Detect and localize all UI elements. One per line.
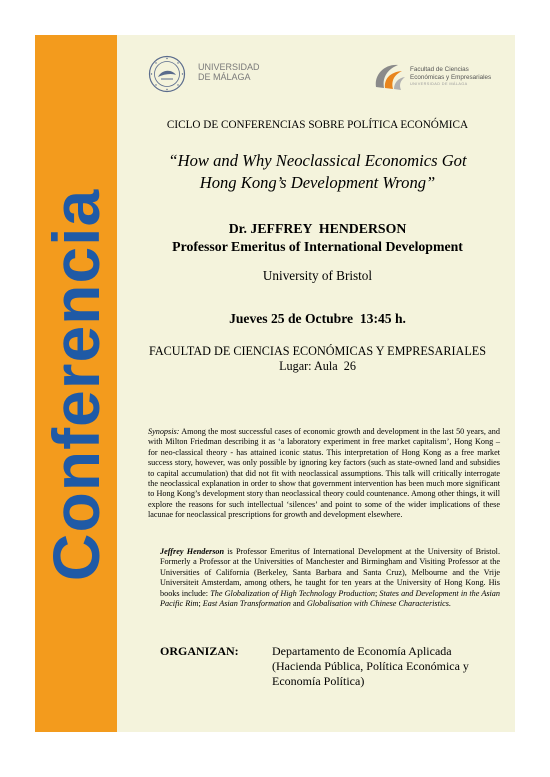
venue-block [135,344,500,374]
university-seal-icon [148,55,186,93]
speaker-name: Dr. JEFFREY HENDERSON [228,221,407,236]
venue-room: Lugar: Aula 26 [279,359,356,373]
book-title: Globalisation with Chinese Characteristics. [306,599,452,609]
university-name: UNIVERSIDAD DE MÁLAGA [198,62,260,82]
synopsis [148,427,500,521]
organizers-label: ORGANIZAN: [160,644,239,658]
speaker-university: University of Bristol [262,268,373,283]
faculty-name: Facultad de Ciencias Económicas y Empresariales UNIVERSIDAD DE MÁLAGA [410,66,492,86]
talk-title: “How and Why Neoclassical Economics Got Hong Kong’s Development Wrong” [168,151,467,192]
speaker-position: Professor Emeritus of International Development [172,239,463,254]
book-title: States and Development in the Asian Pacific Rim [160,588,500,609]
faculty-logo-icon [372,61,406,91]
book-title: The Globalization of High Technology Production [210,588,375,598]
book-title: East Asian Transformation [202,599,291,609]
speaker-block [135,220,500,256]
series-title: CICLO DE CONFERENCIAS SOBRE POLÍTICA ECONÓMICA [166,119,469,131]
organizers-value: Departamento de Economía Aplicada (Hacienda Pública, Política Económica y Economía Política) [272,644,469,688]
synopsis-label: Synopsis: [148,427,180,436]
venue-faculty: FACULTAD DE CIENCIAS ECONÓMICAS Y EMPRESARIALES [148,344,487,358]
event-date: Jueves 25 de Octubre 13:45 h. [229,311,406,326]
synopsis-text: Among the most successful cases of economic growth and development in the last 50 years, and with Milton Friedman describing it as ‘a laboratory experiment in free market capitalism’, Hong Kong – for neo-classical theory - has attained iconic status. This interpretation of Hong Kong as a free market success story, however, was only possible by ignoring key factors (such as state-owned land and subsidies to capital accumulation) that did not fit with neoclassical assumptions. This talk will critically interrogate the neoclassical explanation in order to show that government intervention has been much more significant to Hong Kong’s development story than neoclassical theory could countenance. Among other things, it will explore the reasons for such intellectual ‘silences’ and point to some of the wider implications of these lacunae for neoclassical prescriptions for growth and development elsewhere. [148,427,500,520]
content-panel [117,35,515,732]
speaker-bio: Jeffrey Henderson is Professor Emeritus of International Development at the University of Bristol. Formerly a Professor at the Universities of Manchester and Birmingham and Visiting Professor at the Universities of California (Berkeley, Santa Barbara and Santa Cruz), Melbourne and the Vrije Universiteit Amsterdam, among others, he taught for ten years at the University of Hong Kong. His books include: The Globalization of High Technology Production; States and Development in the Asian Pacific Rim; East Asian Transformation and Globalisation with Chinese Characteristics. [160,547,500,609]
bio-name: Jeffrey Henderson [160,547,225,556]
vertical-title: Conferencia [39,188,113,582]
